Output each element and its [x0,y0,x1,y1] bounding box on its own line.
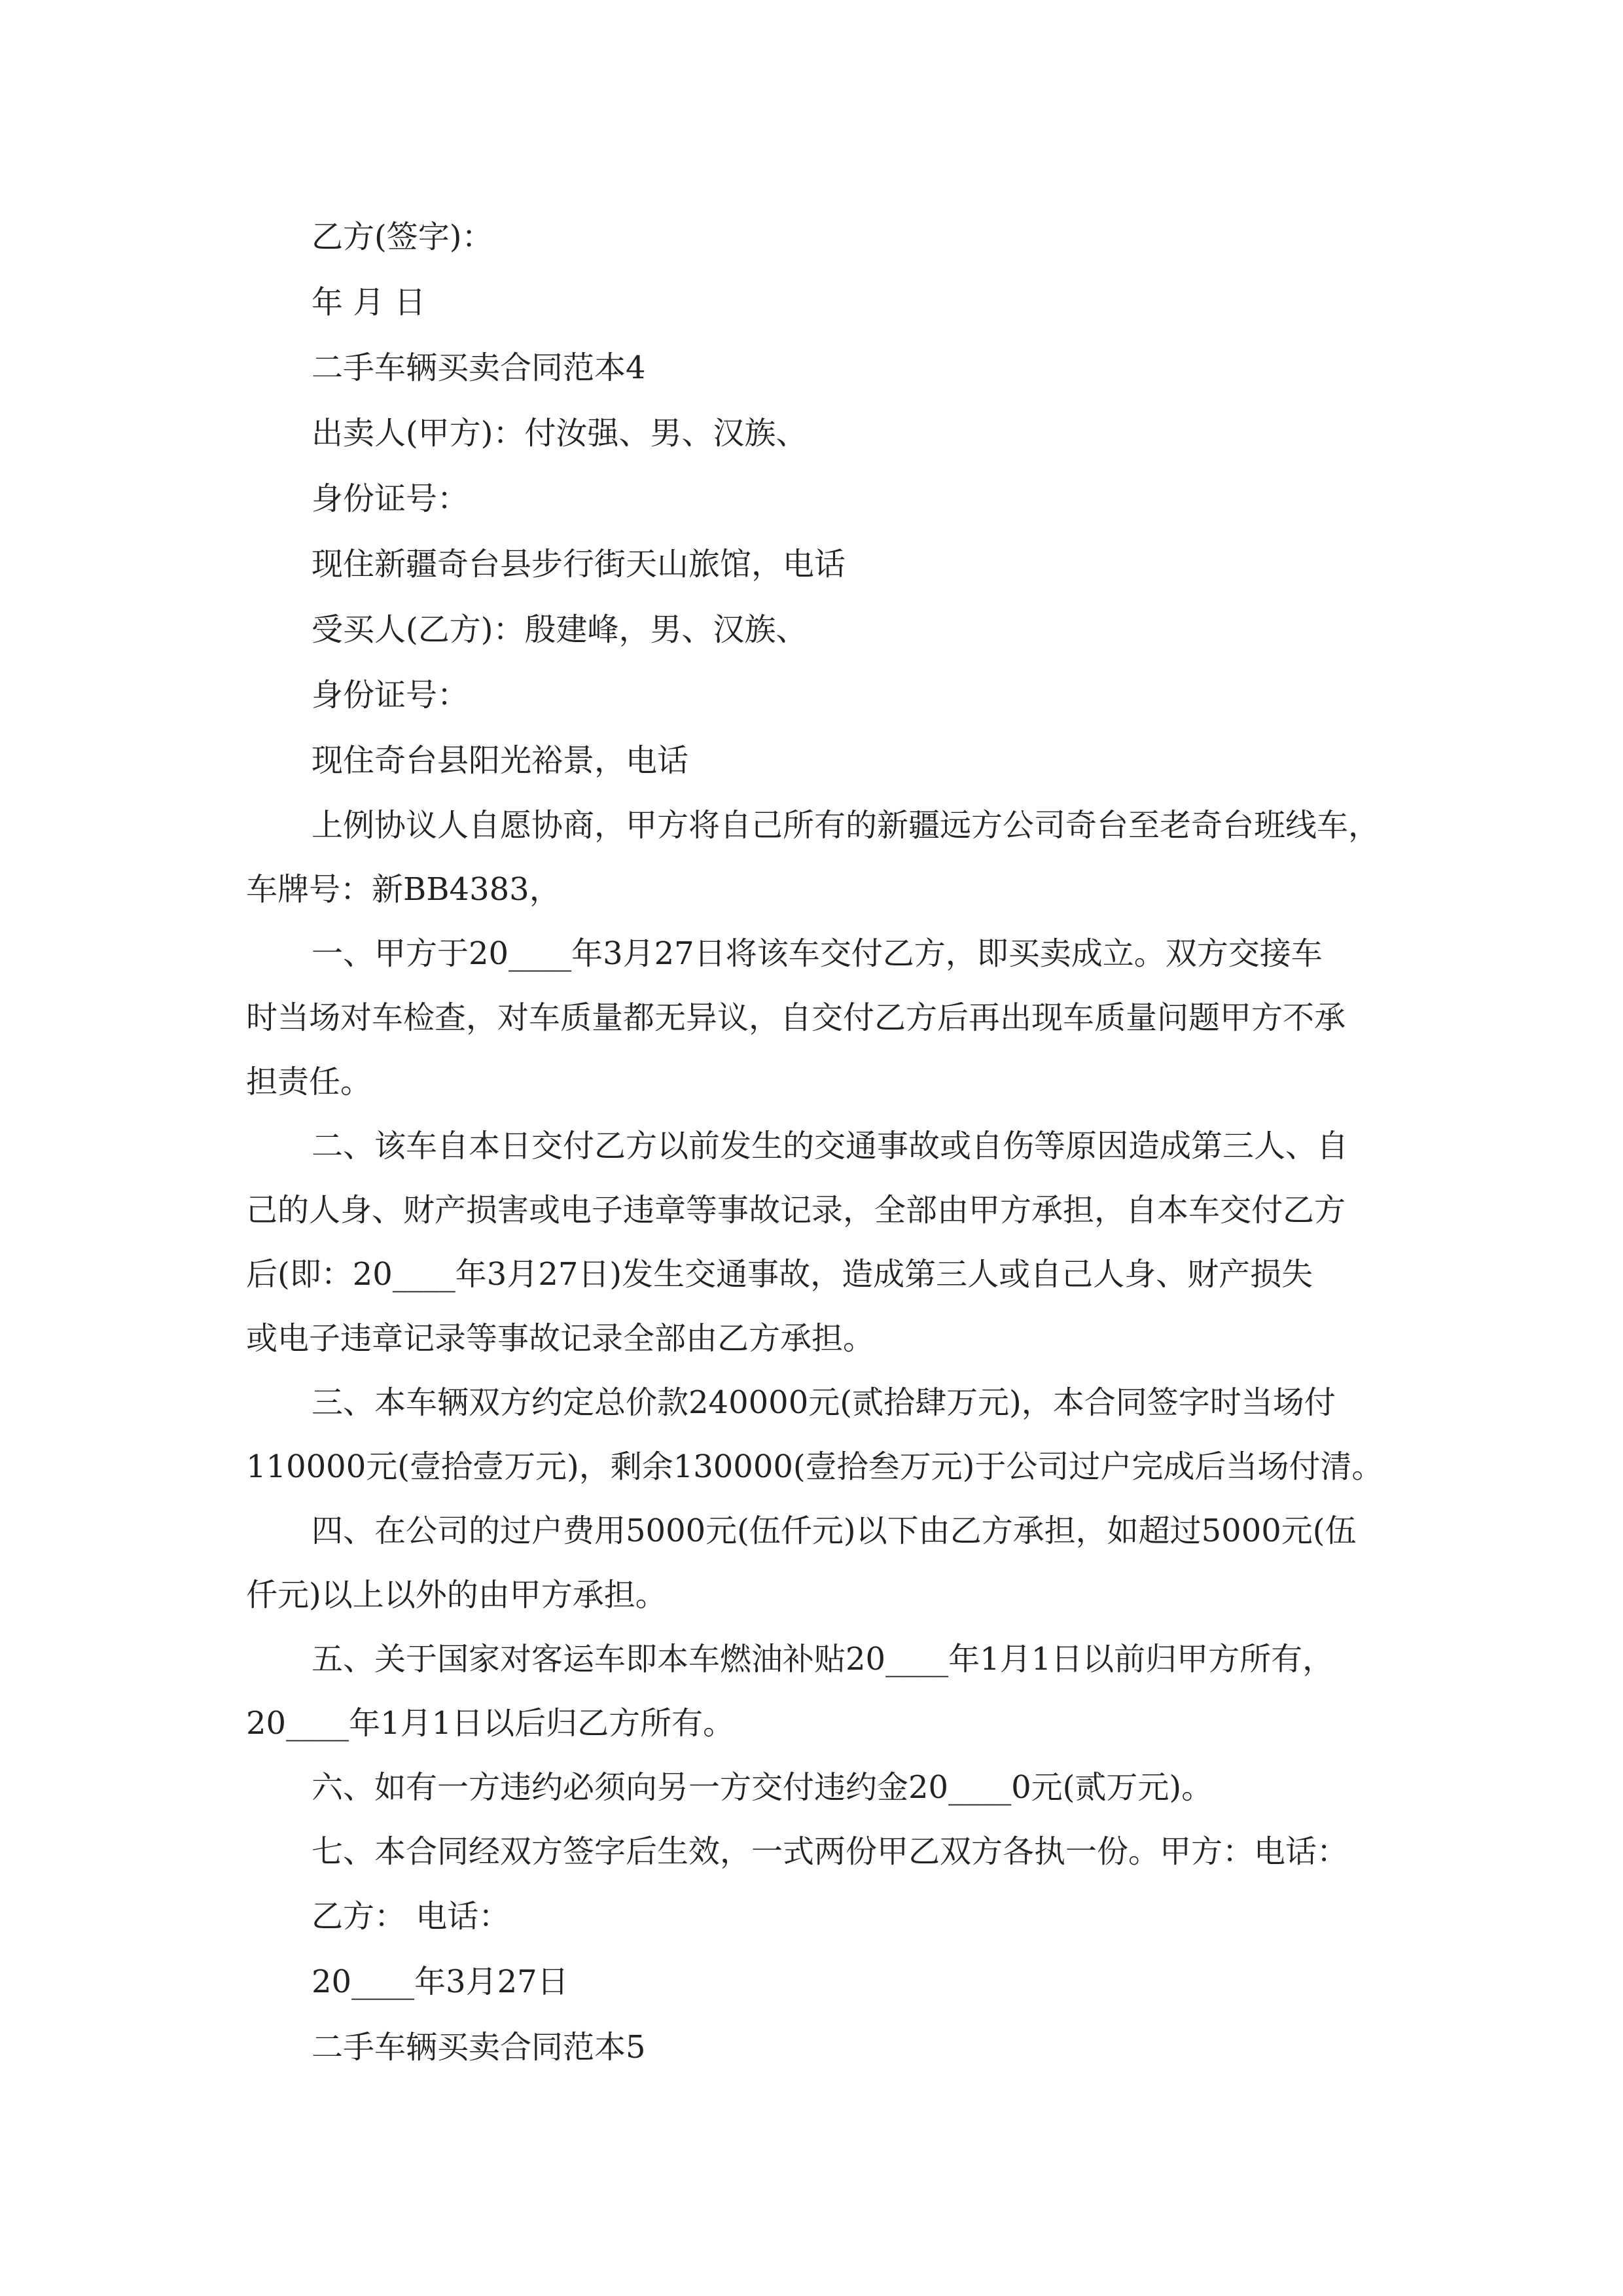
header-line-0: 乙方(签字)： [312,219,493,255]
header-line-8: 现住奇台县阳光裕景，电话 [312,742,689,779]
paragraph-line: 仟元)以上以外的由甲方承担。 [246,1577,667,1613]
paragraph-line: 六、如有一方违约必须向另一方交付违约金20____0元(贰万元)。 [312,1769,1213,1806]
paragraph-line: 四、在公司的过户费用5000元(伍仟元)以下由乙方承担，如超过5000元(伍 [312,1513,1357,1549]
clause-paragraph [246,1755,1387,1820]
footer-lines [246,1884,1387,2080]
paragraph-line: 三、本车辆双方约定总价款240000元(贰拾肆万元)，本合同签字时当场付 [312,1384,1336,1421]
paragraph-line: 一、甲方于20____年3月27日将该车交付乙方，即买卖成立。双方交接车 [312,935,1323,972]
paragraph-line: 己的人身、财产损害或电子违章等事故记录，全部由甲方承担，自本车交付乙方 [246,1192,1346,1229]
header-line-2: 二手车辆买卖合同范本4 [312,350,646,386]
header-line-1: 年 月 日 [312,284,426,321]
header-line-6: 受买人(乙方)：殷建峰，男、汉族、 [312,611,808,648]
paragraph-line: 七、本合同经双方签字后生效，一式两份甲乙双方各执一份。甲方：电话： [312,1833,1349,1870]
header-line-3: 出卖人(甲方)：付汝强、男、汉族、 [312,415,808,452]
paragraph-line: 20____年1月1日以后归乙方所有。 [246,1705,735,1742]
clause-paragraph [246,1114,1387,1371]
header-line-4: 身份证号： [312,480,469,517]
clause-paragraph [246,1499,1387,1627]
contract-clauses [246,793,1387,1884]
clause-paragraph [246,1371,1387,1499]
header-line-7: 身份证号： [312,677,469,713]
footer-line-2: 二手车辆买卖合同范本5 [312,2029,646,2066]
clause-paragraph [246,922,1387,1114]
clause-paragraph [246,1627,1387,1755]
paragraph-line: 担责任。 [246,1064,372,1100]
paragraph-line: 后(即：20____年3月27日)发生交通事故，造成第三人或自己人身、财产损失 [246,1256,1313,1293]
footer-line-0: 乙方： 电话： [312,1898,510,1935]
paragraph-line: 二、该车自本日交付乙方以前发生的交通事故或自伤等原因造成第三人、自 [312,1128,1349,1164]
clause-paragraph [246,1820,1387,1884]
paragraph-line: 时当场对车检查，对车质量都无异议，自交付乙方后再出现车质量问题甲方不承 [246,999,1346,1036]
paragraph-line: 上例协议人自愿协商，甲方将自己所有的新疆远方公司奇台至老奇台班线车， [312,807,1380,844]
header-lines [246,204,1387,793]
contract-text [246,204,1387,2080]
paragraph-line: 车牌号：新BB4383， [246,871,561,908]
clause-paragraph [246,793,1387,922]
header-line-5: 现住新疆奇台县步行街天山旅馆，电话 [312,546,846,583]
paragraph-line: 或电子违章记录等事故记录全部由乙方承担。 [246,1320,875,1357]
footer-line-1: 20____年3月27日 [312,1964,569,2000]
paragraph-line: 110000元(壹拾壹万元)，剩余130000(壹拾叁万元)于公司过户完成后当场付清。 [246,1448,1383,1485]
paragraph-line: 五、关于国家对客运车即本车燃油补贴20____年1月1日以前归甲方所有， [312,1641,1334,1677]
